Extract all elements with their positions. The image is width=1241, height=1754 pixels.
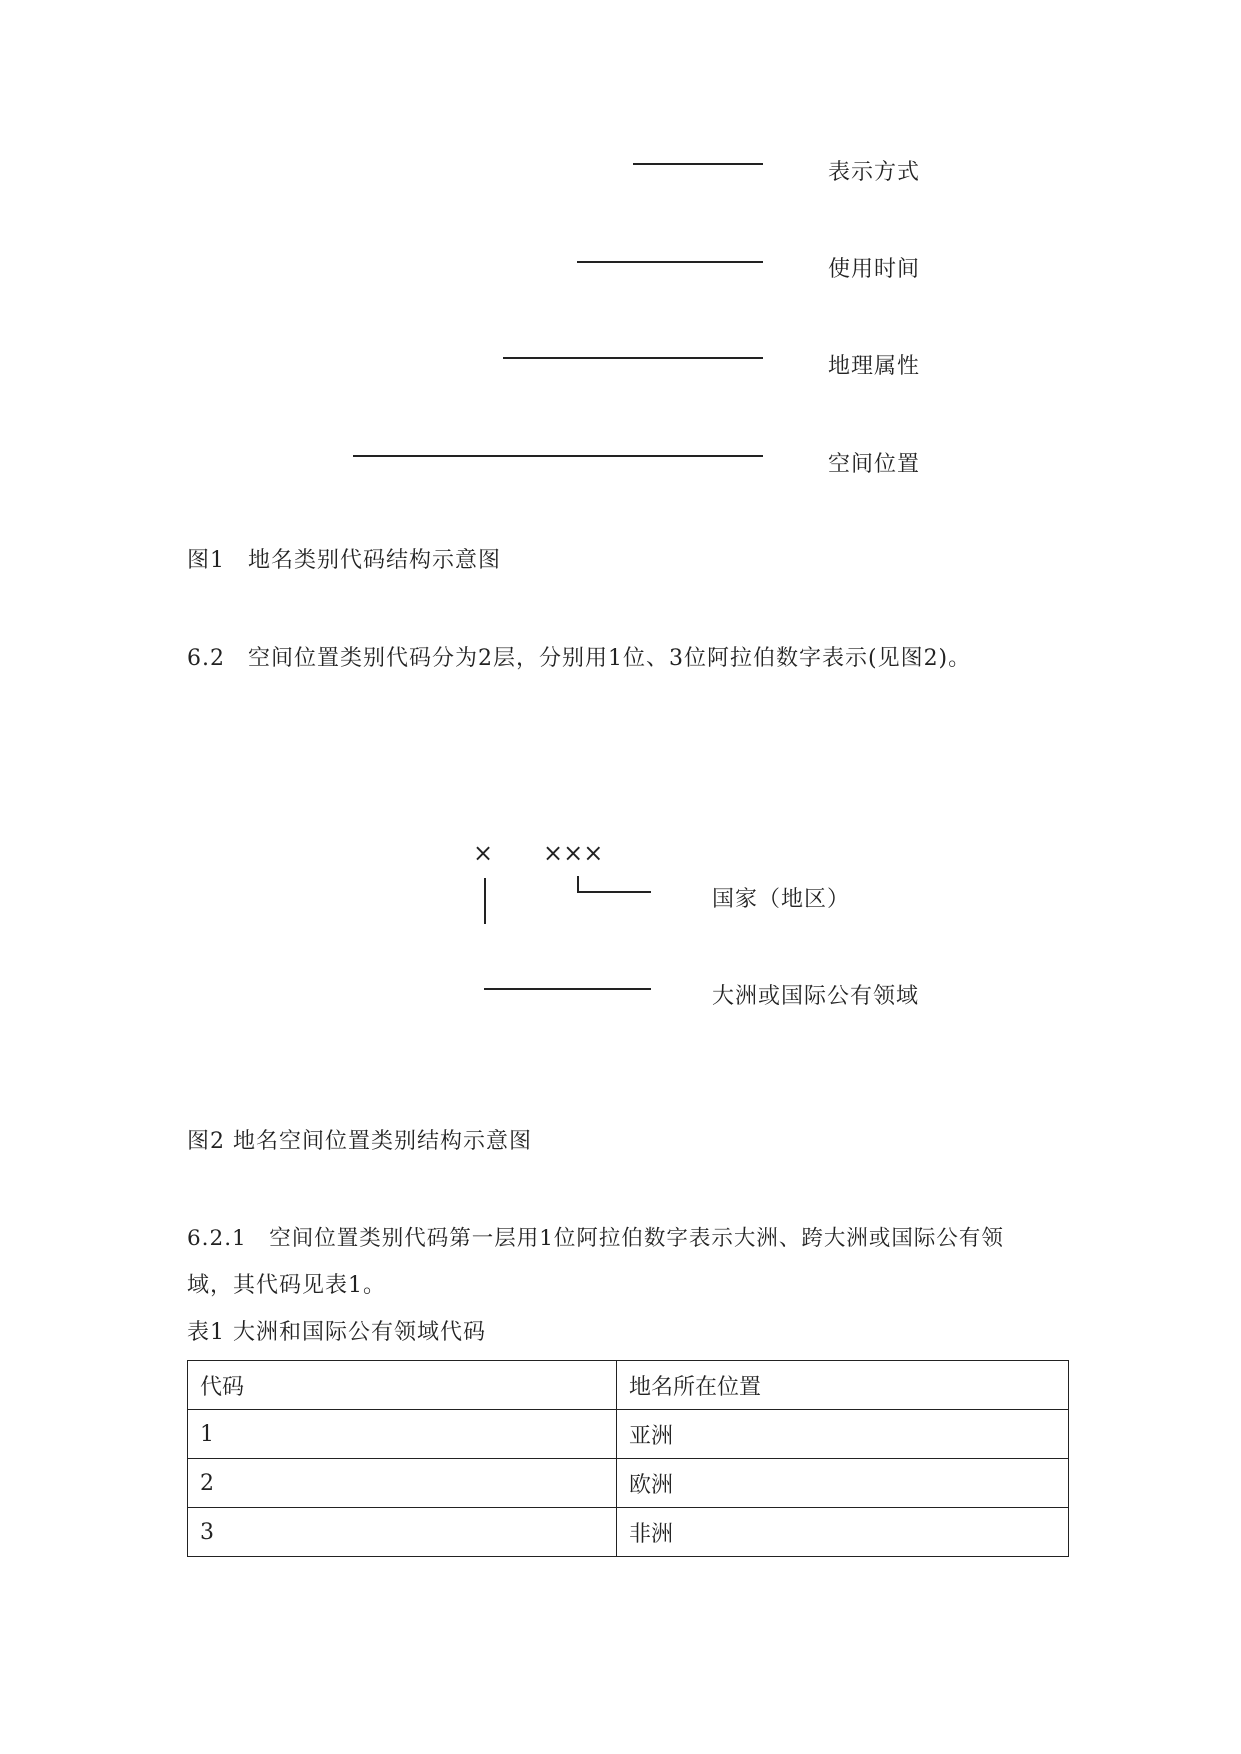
table-cell-location: 欧洲 xyxy=(617,1459,1069,1508)
section-6-2-1-line1: 6.2.1 空间位置类别代码第一层用1位阿拉伯数字表示大洲、跨大洲或国际公有领 xyxy=(187,1226,1004,1251)
figure2-code-digit1: × xyxy=(473,839,495,867)
table-row xyxy=(188,1508,1069,1557)
table-header-location: 地名所在位置 xyxy=(617,1361,1069,1410)
figure2-caption: 图2 地名空间位置类别结构示意图 xyxy=(187,1129,532,1154)
table-cell-code: 2 xyxy=(188,1459,617,1508)
figure1-line-presentation xyxy=(633,163,763,165)
figure1-line-usage-time xyxy=(577,261,763,263)
table1-caption: 表1 大洲和国际公有领域代码 xyxy=(187,1320,486,1345)
figure2-continent-line xyxy=(484,988,651,990)
table1 xyxy=(187,1360,1069,1557)
section-6-2-1-line2: 域，其代码见表1。 xyxy=(187,1273,386,1298)
table-row xyxy=(188,1410,1069,1459)
figure1-label-spatial-location: 空间位置 xyxy=(828,452,921,477)
figure1-line-geo-attribute xyxy=(503,357,763,359)
figure2-country-line xyxy=(577,891,651,893)
table-cell-location: 亚洲 xyxy=(617,1410,1069,1459)
figure2-digit1-connector xyxy=(484,878,486,924)
figure2-label-continent: 大洲或国际公有领域 xyxy=(712,984,920,1009)
figure1-label-presentation: 表示方式 xyxy=(828,160,921,185)
figure2-code-digits3: ××× xyxy=(543,839,604,867)
section-6-2-paragraph: 6.2 空间位置类别代码分为2层，分别用1位、3位阿拉伯数字表示(见图2)。 xyxy=(187,646,972,671)
figure1-label-geo-attribute: 地理属性 xyxy=(828,354,921,379)
table-row xyxy=(188,1459,1069,1508)
table-header-code: 代码 xyxy=(188,1361,617,1410)
figure2-digits3-connector xyxy=(577,876,579,892)
table-cell-location: 非洲 xyxy=(617,1508,1069,1557)
figure2-label-country: 国家（地区） xyxy=(712,887,851,912)
figure1-line-spatial-location xyxy=(353,455,763,457)
table-header-row xyxy=(188,1361,1069,1410)
table-cell-code: 1 xyxy=(188,1410,617,1459)
figure1-caption: 图1 地名类别代码结构示意图 xyxy=(187,548,501,573)
figure1-label-usage-time: 使用时间 xyxy=(828,257,921,282)
table-cell-code: 3 xyxy=(188,1508,617,1557)
